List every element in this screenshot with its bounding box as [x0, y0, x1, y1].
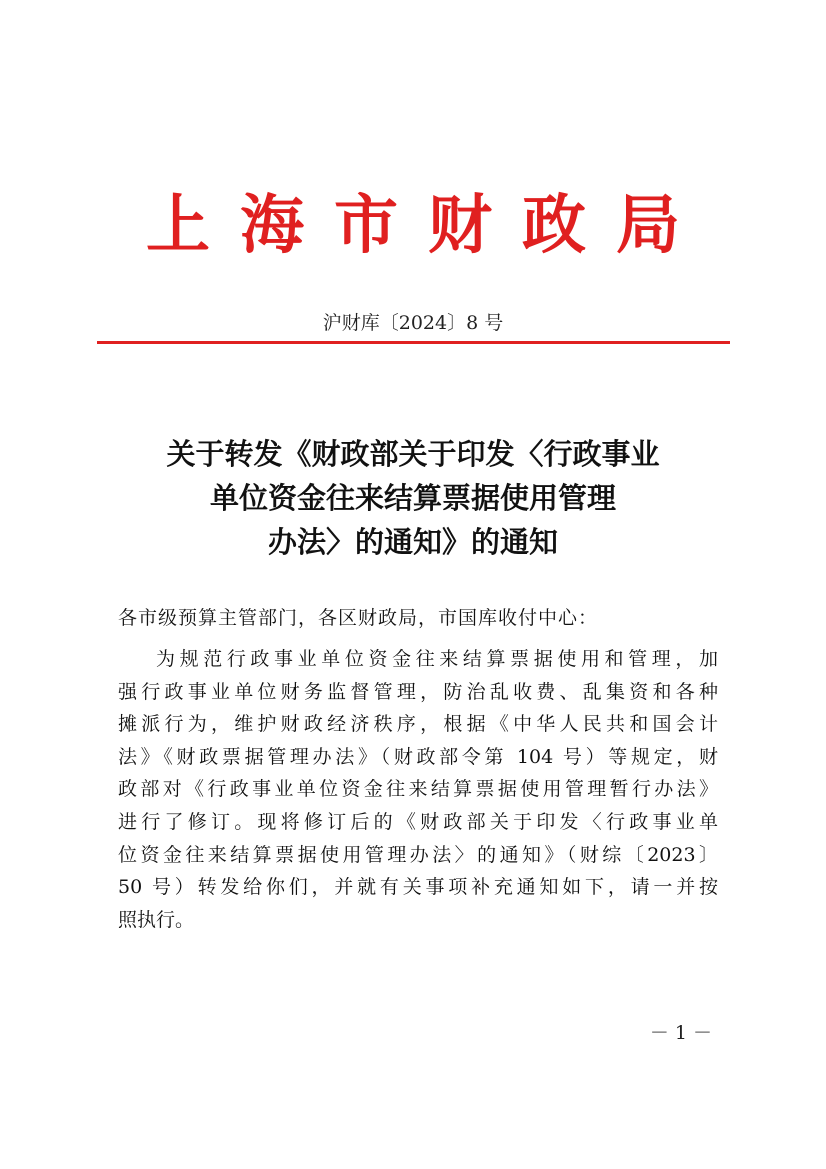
body-line: 位资金往来结算票据使用管理办法〉的通知》（财综〔2023〕: [118, 843, 718, 866]
document-title: [80, 432, 746, 564]
body-line: 照执行。: [118, 908, 195, 931]
body-paragraph: [118, 643, 718, 936]
title-line: 关于转发《财政部关于印发〈行政事业: [166, 437, 660, 471]
title-line: 办法〉的通知》的通知: [267, 525, 558, 559]
body-line: 摊派行为，维护财政经济秩序，根据《中华人民共和国会计: [118, 713, 718, 736]
recipients-salutation: 各市级预算主管部门，各区财政局，市国库收付中心：: [118, 607, 599, 629]
document-number: 沪财库〔2024〕8 号: [322, 312, 504, 334]
body-line: 强行政事业单位财务监督管理，防治乱收费、乱集资和各种: [118, 680, 718, 703]
body-line: 法》《财政票据管理办法》（财政部令第 104 号）等规定，财: [118, 745, 718, 768]
issuing-organization-name: 上海市财政局: [146, 188, 710, 263]
body-line: 政部对《行政事业单位资金往来结算票据使用管理暂行办法》: [118, 778, 718, 801]
page-number: － 1 －: [649, 1022, 712, 1044]
body-line: 50 号）转发给你们，并就有关事项补充通知如下，请一并按: [118, 876, 718, 899]
title-line: 单位资金往来结算票据使用管理: [209, 481, 616, 515]
red-divider-line: [97, 341, 730, 344]
body-line: 进行了修订。现将修订后的《财政部关于印发〈行政事业单: [118, 810, 718, 833]
body-line: 为规范行政事业单位资金往来结算票据使用和管理，加: [156, 648, 718, 670]
